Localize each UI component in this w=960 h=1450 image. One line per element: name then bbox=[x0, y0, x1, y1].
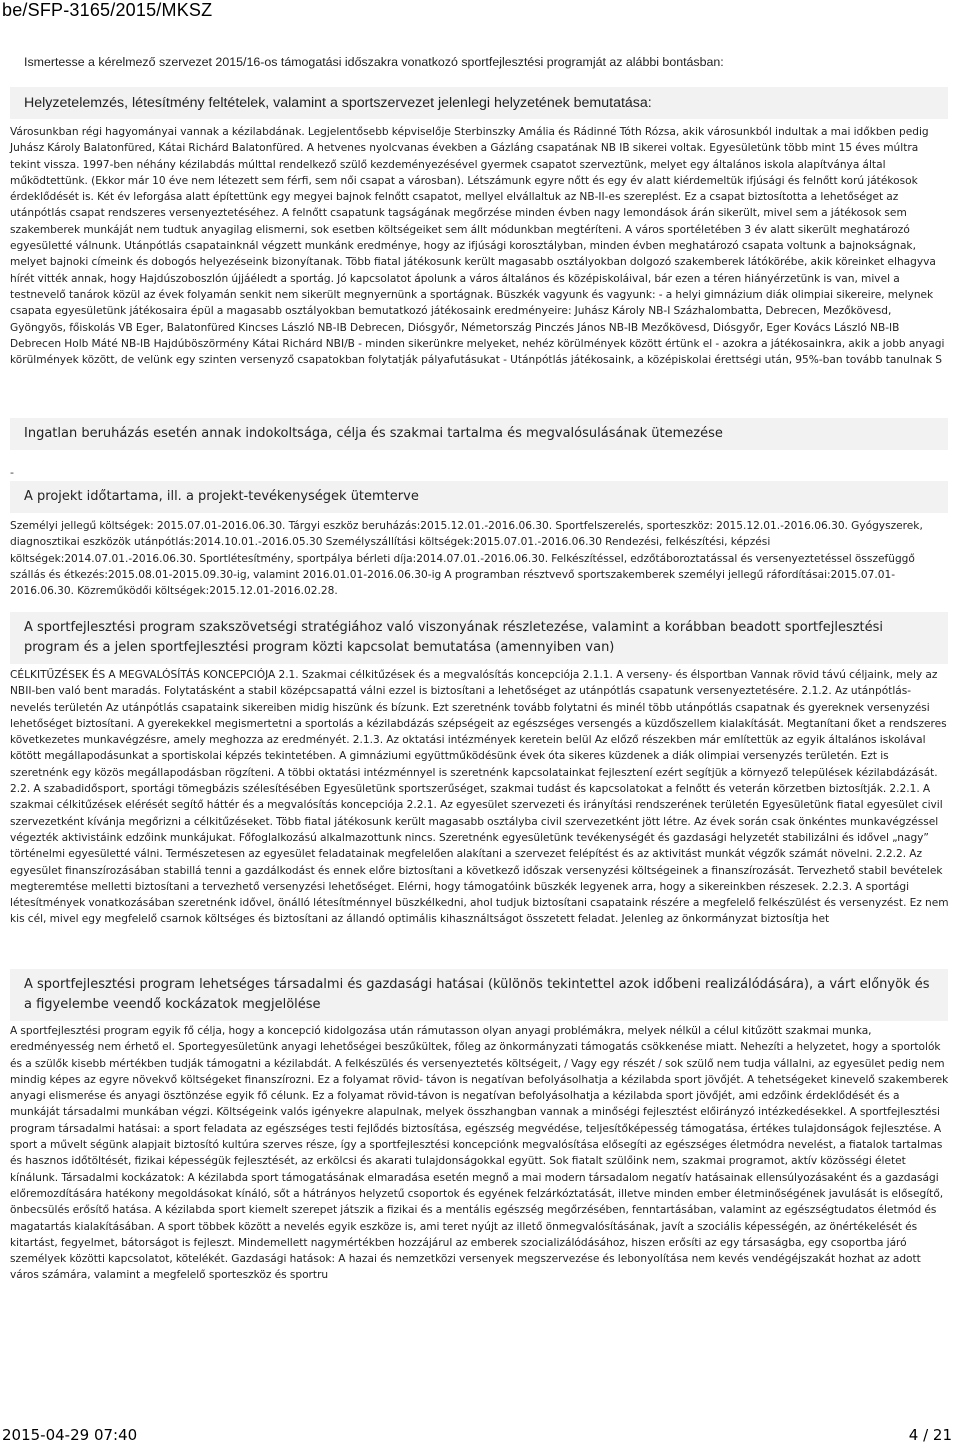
section-title: Ingatlan beruházás esetén annak indokoltsága, célja és szakmai tartalma és megvalósulásának ütemezése bbox=[24, 426, 723, 441]
print-timestamp: 2015-04-29 07:40 bbox=[2, 1426, 138, 1444]
section-impact-body: A sportfejlesztési program egyik fő célja, hogy a koncepció kidolgozása után rámutasson olyan anyagi problémákra, melyek nélkül a célul kitűzött szakmai munka, eredményesség nem érhető el. Sportegyesületünk anyagi lehetőségei beszűkültek, főleg az önkormányzati támogatás csökkenése miatt. Nehezíti a helyzetet, hogy a sportolók és a szülők kisebb mértékben tudják támogatni a kézilabdát. A felkészülés és versenyeztetés költségeit, / Vagy egy részét / sok szülő nem tudja vállalni, az egyesület pedig nem mindig képes az egyre növekvő költségeket finanszírozni. Ez a folyamat rövid- távon is negatívan befolyásolhatja a kézilabda sport jövőjét. A tehetségeket kinevelő szakemberek anyagi elismerése és anyagi ösztönzése egyik fő célunk. Ez a folyamat rövid-távon is negatívan befolyásolhatja a kézilabda sport jövőjét, ami edzőink érdeklődését és a munkáját társadalmi munkában végzi. Költségeink valós igényekre alapulnak, melyek összhangban vannak a minőségi fejlesztést előirányzó intézkedésekkel. A sportfejlesztési program társadalmi hatásai: a sport feladata az egészséges testi fejlődés biztosítása, egészség megvédése, teljesítőképesség támogatása, értékes tulajdonságok fejlesztése. A sport a művelt ségünk alapjait biztosító kultúra szerves része, így a sportfejlesztési koncepciónk megvalósítása elősegíti az egészséges életmódra nevelést, a fiatalok tartalmas és hasznos időtöltését, fizikai képességük fejlesztését, az erkölcsi és akarati tulajdonságokkal együtt. Sok fiatalt szülőink nem, szakmai programot, aktív közösségi életet kínálunk. Társadalmi kockázatok: A kézilabda sport támogatásának elmaradása esetén megnő a mai modern társadalom negatív hatásainak ellensúlyozásaként és a gazdasági előremozdítására hatékony megoldásokat kínáló, sőt a hátrányos helyzetű csoportok és egyének felzárkóztatását, illetve minden ember életminőségének javulását is elősegítő, önbecsülés erősítő hatása. A kézilabda sport kiemelt szerepet játszik a fizikai és a mentális egészség megőrzésében, fenntartásában, valamint az egészségtudatos életmód és magatartás kialakításában. A sport többek között a nevelés egyik eszköze is, ami teret nyújt az illető önmegvalósításának, javít a szociális képességén, az önértékelését és kitartást, fegyelmet, bátorságot is fejleszt. Mindemellett nagymértékben hozzájárul az emberek szocializálódásához, hiszen erősíti az egy társaságba, egy csoportba járó személyek közötti kapcsolatot, kötelékét. Gazdasági hatások: A hazai és nemzetközi versenyek megszervezése és lebonyolítása nem kevés vendégéjszakát hozhat az adott város számára, valamint a megfelelő sporteszköz és sportru bbox=[10, 1025, 949, 1282]
section-impact-header bbox=[10, 969, 948, 1021]
section-duration-body: Személyi jellegű költségek: 2015.07.01-2016.06.30. Tárgyi eszköz beruházás:2015.12.01.-2016.06.30. Sportfelszerelés, sporteszköz: 2015.12.01.-2016.06.30. Gyógyszerek, diagnosztikai eszközök utánpótlás:2014.10.01.-2016.05.30 Személyszállítási költségek:2015.07.01.-2016.06.30 Rendezési, felkészítési, képzési költségek:2014.07.01.-2016.06.30. Sportlétesítmény, sportpálya bérleti díja:2014.07.01.-2016.06.30. Felkészítéssel, edzőtáboroztatással és versenyeztetéssel összefüggő szállás és étkezés:2015.08.01-2015.09.30-ig, valamint 2016.01.01-2016.06.30-ig A programban résztvevő sportszakemberek személyi jellegű ráfordításai:2015.07.01-2016.06.30. Közreműködői költségek:2015.12.01-2016.02.28. bbox=[10, 520, 923, 598]
section-situation-body: Városunkban régi hagyományai vannak a kézilabdának. Legjelentősebb képviselője Sterbinszky Amália és Rádinné Tóth Rózsa, akik városunkból indultak a mai időkben pedig Juhász Károly Balatonfüred, Kátai Richárd Balatonfüred. A hetvenes nyolcvanas években a Gázláng csapatának NB IB sikerei voltak. Egyesületünk több mint 15 éves múltra tekint vissza. 1997-ben néhány kézilabdás múlttal rendelkező szülő kezdeményezésével gyermek csapatot szerveztünk, melyet egy általános iskola alapítványa által működtettünk. (Ekkor már 10 éve nem létezett sem férfi, sem női csapat a városban). Létszámunk egyre nőtt és egy év alatt kiérdemeltük ifjúsági és felnőtt korú játékosok érdeklődését is. Két év leforgása alatt építettünk egy megyei bajnok felnőtt csapatot, mellyel elvállaltuk az NB-II-es szereplést. Ez a csapat biztosította a lehetőséget az utánpótlás csapat rendszeres versenyeztetéséhez. A felnőtt csapatunk tagságának megőrzése minden évben nagy lemondások árán sikerült, mivel sem a játékosok sem szakemberek munkáját nem tudtuk anyagilag elismerni, sok esetben költségeiket sem állt módunkban megtéríteni. A város sportéletében 3 év alatt sikerült meghatározó egyesületté válnunk. Utánpótlás csapatainknál végzett munkánk eredménye, hogy az ifjúsági korosztályban, minden évben meghatározó csapata voltunk a bajnokságnak, melyet bajnoki címeink és dobogós helyezéseink bizonyítanak. Több fiatal játékosunk került magasabb osztályokban dolgozó szakemberek látókörébe, akik köreinket elhagyva hírét vitték annak, hogy Hajdúszoboszlón újjáéledt a sportág. Jó kapcsolatot ápolunk a város általános és középiskoláival, bár ezen a téren hiányérzetünk is van, mivel a testnevelő tanárok közül az évek folyamán senkit nem sikerült megnyernünk a sportágnak. Büszkék vagyunk és vagyunk: - a helyi gimnázium diák olimpiai sikereire, melynek csapata egyesületünk játékosaira épül a magasabb osztályokban bemutatkozó játékosaink eredményeire: Juhász Károly NB-I Százhalombatta, Debrecen, Mezőkövesd, Gyöngyös, főiskolás VB Eger, Balatonfüred Kincses László NB-IB Debrecen, Diósgyőr, Németország Pinczés János NB-IB Mezőkövesd, Diósgyőr, Eger Kovács László NB-IB Debrecen Holb Máté NB-IB Hajdúböszörmény Kátai Richárd NBI/B - minden sikerünkre melyeket, nehéz körülmények között értünk el - azokra a játékosainkra, akik a jobb anyagi körülmények között, de velünk egy szinten versenyző csapatokban folytatják pályafutásukat - Utánpótlás játékosaink, a középiskolai érettségi után, 95%-ban tovább tanulnak S bbox=[10, 126, 945, 367]
page-number: 4 / 21 bbox=[908, 1426, 952, 1444]
section-title: A sportfejlesztési program szakszövetségi stratégiához való viszonyának részletezése, valamint a korábban beadott sportfejlesztési program és a jelen sportfejlesztési program közti kapcsolat bemutatása (amennyiben van) bbox=[24, 620, 884, 655]
section-title: A projekt időtartama, ill. a projekt-tevékenységek ütemterve bbox=[24, 489, 419, 504]
section-title: A sportfejlesztési program lehetséges társadalmi és gazdasági hatásai (különös tekintettel azok időbeni realizálódására), a várt előnyök és a figyelembe veendő kockázatok megjelölése bbox=[24, 977, 930, 1012]
section-investment-header bbox=[10, 418, 948, 450]
document-reference: be/SFP-3165/2015/MKSZ bbox=[2, 0, 213, 20]
section-duration-header bbox=[10, 481, 948, 513]
intro-text: Ismertesse a kérelmező szervezet 2015/16-os támogatási időszakra vonatkozó sportfejlesztési programját az alábbi bontásban: bbox=[24, 55, 724, 69]
page-footer bbox=[0, 1422, 960, 1448]
section-strategy-header bbox=[10, 612, 948, 664]
section-situation-header bbox=[10, 87, 948, 119]
empty-answer-marker: - bbox=[10, 466, 14, 479]
section-title: Helyzetelemzés, létesítmény feltételek, valamint a sportszervezet jelenlegi helyzetének bemutatása: bbox=[24, 95, 652, 111]
section-strategy-body: CÉLKITŰZÉSEK ÉS A MEGVALÓSÍTÁS KONCEPCIÓJA 2.1. Szakmai célkitűzések és a megvalósítás koncepciója 2.1.1. A verseny- és élsportban Vannak rövid távú céljaink, mely az NBII-ben való bent maradás. Folytatásként a stabil középcsapattá válni ezzel is biztosítani a lehetőséget az utánpótlás csapatunk versenyeztetésére. 2.1.2. Az utánpótlás-nevelés területén Az utánpótlás csapataink sikereiben midig hiszünk és bízunk. Ezt szeretnénk tovább folytatni és minél több utánpótlás csapatnak és gyereknek versenyzési lehetőséget biztosítani. A gyerekekkel megismertetni a sportolás a kézilabdázás szépségeit az egészséges versengés a küzdőszellem kialakítását. Megtanítani őket a rendszeres következetes munkavégzésre, amely meghozza az eredményét. 2.1.3. Az oktatási intézmények keretein belül Az előző részekben már említettük az egyik általános iskolával kötött megállapodásunkat a sportiskolai képzés tekintetében. A gimnáziumi együttműködésünk évek óta sikeres küzdenek a diák olimpiai versenyzés területén. Ezt is szeretnénk egy közös megállapodásban rögzíteni. A többi oktatási intézménnyel is szeretnénk kapcsolatainkat fejlesztení ezért segítjük a környező települések kézilabdázását. 2.2. A szabadidősport, sportági tömegbázis szélesítésében Egyesületünk sportszerűséget, szakmai tudást és kapcsolatokat a felnőtt és veterán körzetben biztosítják. 2.2.1. A szakmai célkitűzések elérését segítő háttér és a megvalósítás koncepciója 2.2.1. Az egyesület szervezeti és irányítási rendszerének területén Egyesületünk fiatal egyesület civil szervezetként kívánja megőrizni a célkitűzéseket. Több fiatal játékosunk került magasabb osztályba civil szervezetként jött létre. Az évek során csak önkéntes munkavégzéssel végezték aktivistáink edzőink munkájukat. Főfoglalkozású alkalmazottunk nincs. Szeretnénk egyesületünk tevékenységét és gazdasági helyzetét stabilizálni és idővel „nagy” történelmi egyesületté válni. Természetesen az egyesület feladatainak megfelelően alakítani a szervezet felépítést és az aktivitást munkát végzők számát növelni. 2.2.2. Az egyesület finanszírozásában stabillá tenni a gazdálkodást és ennek előre biztosítani a következő időszak versenyzési költségeinek a finanszírozását. Tervezhető stabil bevételek megteremtése melletti biztosítani a tervezhető versenyzési lehetőséget. Elérni, hogy támogatóink büszkék legyenek arra, hogy a sikereinkben részesek. 2.2.3. A sportági létesítmények vonatkozásában szeretnénk idővel, önálló létesítménnyel büszkélkedni, ahol tudjuk biztosítani csapataink részére a megfelelő felkészülést és versenyzést. Ez nem kis cél, mivel egy megfelelő csarnok költséges és biztosítani az állandó optimális kihasználtságot összetett feladat. Jelenleg az önkormányzat biztosítja het bbox=[10, 669, 949, 926]
